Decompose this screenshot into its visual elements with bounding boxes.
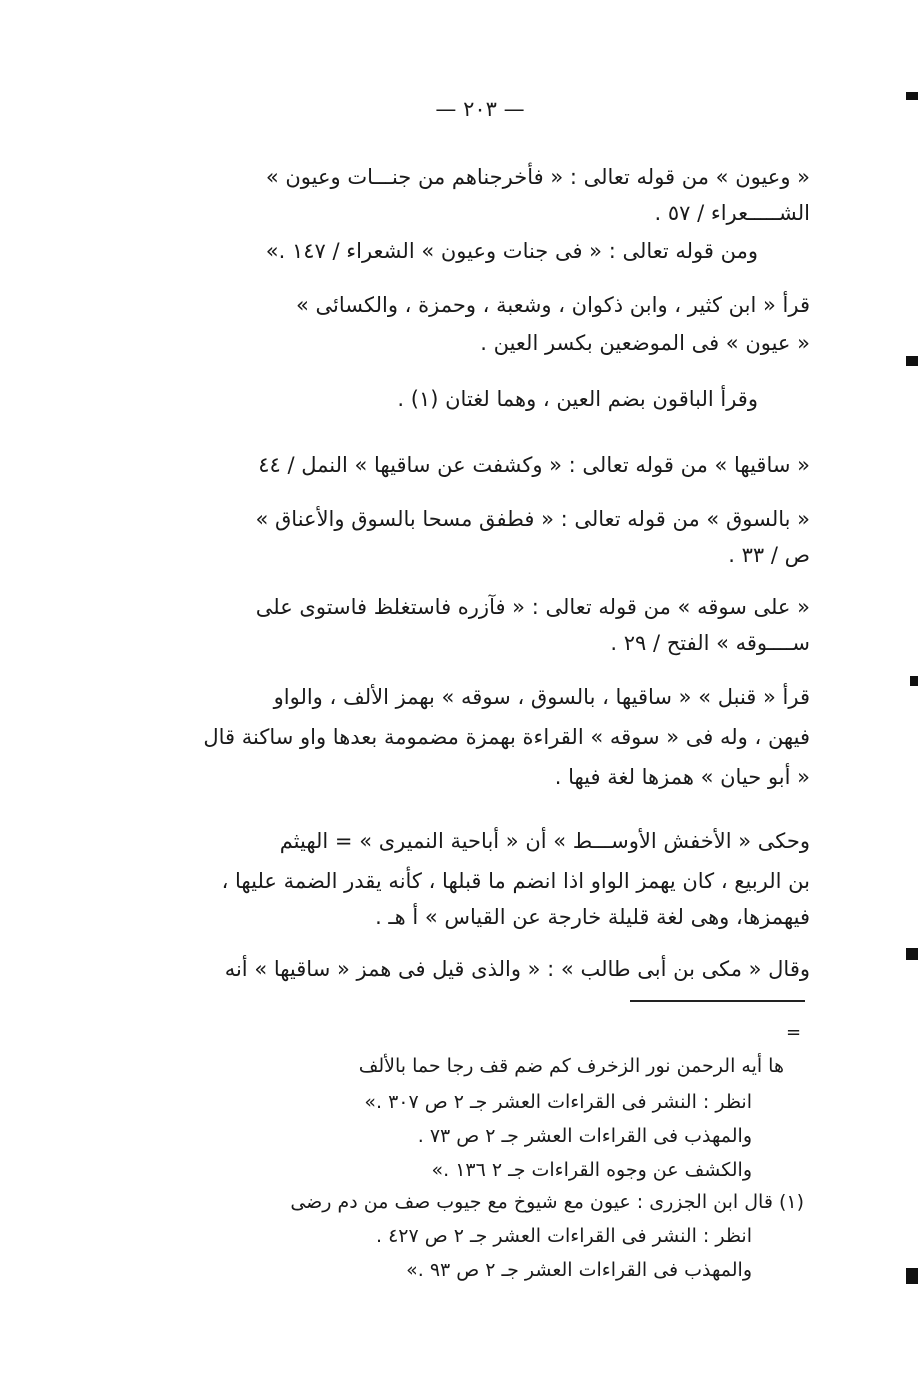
body-line-11: ســــوقه » الفتح / ٢٩ . [610,631,810,655]
body-line-8: « بالسوق » من قوله تعالى : « فطفق مسحا بالسوق والأعناق » [255,507,810,531]
footnote-line-5: (١) قال ابن الجزرى : عيون مع شيوخ مع جيوب صف من دم رضى [290,1191,804,1213]
footnote-continuation-mark: = [786,1022,802,1043]
scan-edge-mark [906,92,918,100]
body-line-9: ص / ٣٣ . [728,543,810,567]
scan-edge-mark [910,676,918,686]
body-line-10: « على سوقه » من قوله تعالى : « فآزره فاستغلظ فاستوى على [255,595,810,619]
scan-edge-mark [906,1268,918,1284]
body-line-2: الشـــــعراء / ٥٧ . [654,201,810,225]
body-line-4: قرأ « ابن كثير ، وابن ذكوان ، وشعبة ، وحمزة ، والكسائى » [296,293,810,317]
body-line-15: وحكى « الأخفش الأوســـط » أن « أباحية النميرى » = الهيثم [279,829,810,853]
body-line-1: « وعيون » من قوله تعالى : « فأخرجناهم من جنـــات وعيون » [265,165,810,189]
footnote-line-2: انظر : النشر فى القراءات العشر جـ ٢ ص ٣٠٧ .» [364,1091,752,1113]
page-number: — ٢٠٣ — [435,97,525,121]
footnote-line-1: ها أيه الرحمن نور الزخرف كم ضم قف رجا حما بالألف [358,1055,784,1077]
footnote-line-4: والكشف عن وجوه القراءات جـ ٢ ١٣٦ .» [431,1159,752,1181]
body-line-5: « عيون » فى الموضعين بكسر العين . [480,331,810,355]
footnote-line-7: والمهذب فى القراءات العشر جـ ٢ ص ٩٣ .» [406,1259,752,1281]
body-line-6: وقرأ الباقون بضم العين ، وهما لغتان (١) . [397,387,758,411]
footnote-line-6: انظر : النشر فى القراءات العشر جـ ٢ ص ٤٢٧ . [376,1225,752,1247]
body-line-17: فيهمزها، وهى لغة قليلة خارجة عن القياس » أ هـ . [375,905,810,929]
body-line-16: بن الربيع ، كان يهمز الواو اذا انضم ما قبلها ، كأنه يقدر الضمة عليها ، [221,869,810,893]
scan-edge-mark [906,356,918,366]
body-line-14: « أبو حيان » همزها لغة فيها . [554,765,810,789]
scan-edge-mark [906,948,918,960]
footnote-line-3: والمهذب فى القراءات العشر جـ ٢ ص ٧٣ . [417,1125,752,1147]
footnote-separator [630,1000,805,1002]
body-line-3: ومن قوله تعالى : « فى جنات وعيون » الشعراء / ١٤٧ .» [265,239,758,263]
body-line-13: فيهن ، وله فى « سوقه » القراءة بهمزة مضمومة بعدها واو ساكنة قال [203,725,810,749]
body-line-12: قرأ « قنبل » « ساقيها ، بالسوق ، سوقه » بهمز الألف ، والواو [273,685,810,709]
body-line-7: « ساقيها » من قوله تعالى : « وكشفت عن ساقيها » النمل / ٤٤ [258,453,810,477]
body-line-18: وقال « مكى بن أبى طالب » : « والذى قيل فى همز « ساقيها » أنه [224,957,810,981]
